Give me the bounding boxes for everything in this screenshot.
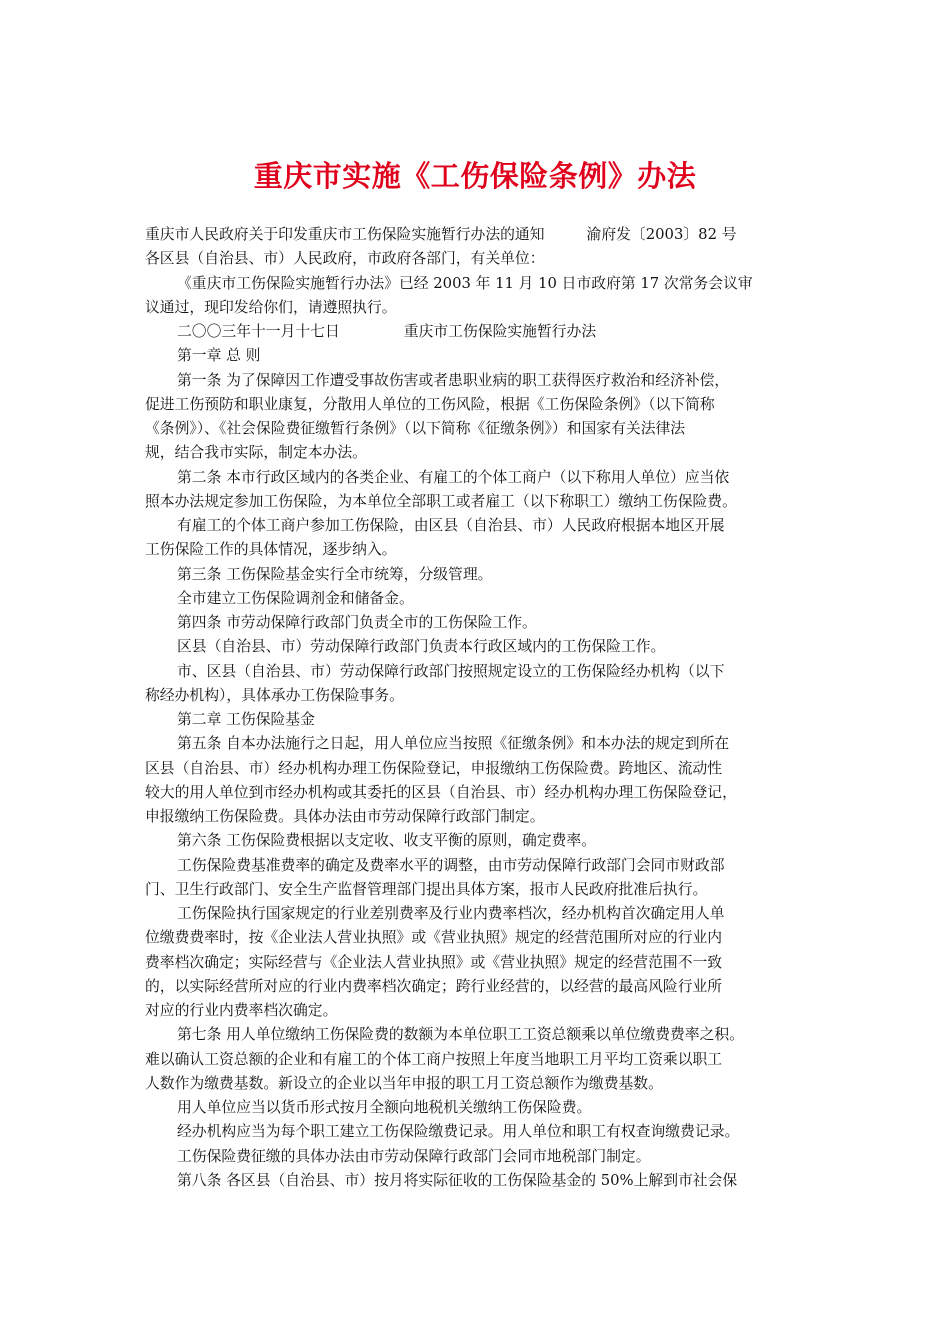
text-line bbox=[145, 320, 815, 344]
text-line-content: 第六条 工伤保险费根据以支定收、收支平衡的原则，确定费率。 bbox=[177, 832, 597, 850]
text-line-content: 区县（自治县、市）经办机构办理工伤保险登记，申报缴纳工伤保险费。跨地区、流动性 bbox=[145, 759, 723, 777]
text-line-content: 第七条 用人单位缴纳工伤保险费的数额为本单位职工工资总额乘以单位缴费费率之积。 bbox=[177, 1026, 744, 1044]
text-line-content: 市、区县（自治县、市）劳动保障行政部门按照规定设立的工伤保险经办机构（以下 bbox=[177, 662, 725, 680]
text-line bbox=[145, 1096, 815, 1120]
text-line-content: 第三条 工伤保险基金实行全市统筹，分级管理。 bbox=[177, 565, 493, 583]
text-line bbox=[145, 781, 815, 805]
text-line bbox=[145, 854, 815, 878]
text-line-content: 第一条 为了保障因工作遭受事故伤害或者患职业病的职工获得医疗救治和经济补偿， bbox=[177, 371, 730, 389]
text-line-content: 用人单位应当以货币形式按月全额向地税机关缴纳工伤保险费。 bbox=[177, 1099, 592, 1116]
text-line bbox=[145, 660, 815, 684]
document-body bbox=[145, 223, 815, 1193]
text-line-content: 第一章 总 则 bbox=[177, 347, 261, 365]
text-line-content: 经办机构应当为每个职工建立工伤保险缴费记录。用人单位和职工有权查询缴费记录。 bbox=[177, 1123, 740, 1141]
text-line bbox=[145, 975, 815, 999]
text-line-secondary: 重庆市工伤保险实施暂行办法 bbox=[403, 323, 597, 340]
text-line bbox=[145, 684, 815, 708]
text-line-content: 促进工伤预防和职业康复，分散用人单位的工伤风险，根据《工伤保险条例》（以下简称 bbox=[145, 395, 715, 413]
text-line-content: 门、卫生行政部门、安全生产监督管理部门提出具体方案，报市人民政府批准后执行。 bbox=[145, 880, 708, 898]
text-line-content: 较大的用人单位到市经办机构或其委托的区县（自治县、市）经办机构办理工伤保险登记， bbox=[145, 783, 737, 801]
text-line-content: 各区县（自治县、市）人民政府，市政府各部门，有关单位： bbox=[145, 250, 545, 268]
text-line bbox=[145, 1072, 815, 1096]
text-line-content: 有雇工的个体工商户参加工伤保险，由区县（自治县、市）人民政府根据本地区开展 bbox=[177, 517, 725, 534]
text-line bbox=[145, 732, 815, 756]
text-line-content: 第五条 自本办法施行之日起，用人单位应当按照《征缴条例》和本办法的规定到所在 bbox=[177, 735, 730, 753]
text-line-secondary: 渝府发〔2003〕82 号 bbox=[586, 226, 737, 243]
text-line-content: 的，以实际经营所对应的行业内费率档次确定；跨行业经营的，以经营的最高风险行业所 bbox=[145, 977, 723, 995]
text-line bbox=[145, 247, 815, 271]
text-line bbox=[145, 441, 815, 465]
text-line-content: 规，结合我市实际，制定本办法。 bbox=[145, 444, 367, 462]
text-line bbox=[145, 466, 815, 490]
text-line bbox=[145, 635, 815, 659]
text-line-content: 申报缴纳工伤保险费。具体办法由市劳动保障行政部门制定。 bbox=[145, 808, 545, 825]
text-line bbox=[145, 1169, 815, 1193]
text-line-content: 人数作为缴费基数。新设立的企业以当年申报的职工月工资总额作为缴费基数。 bbox=[145, 1074, 663, 1092]
text-line-content: 称经办机构），具体承办工伤保险事务。 bbox=[145, 686, 404, 704]
text-line bbox=[145, 1120, 815, 1144]
text-line bbox=[145, 1145, 815, 1169]
text-line bbox=[145, 805, 815, 829]
text-line-content: 二〇〇三年十一月十七日 bbox=[177, 323, 340, 340]
text-line bbox=[145, 490, 815, 514]
text-line-content: 第二条 本市行政区域内的各类企业、有雇工的个体工商户（以下称用人单位）应当依 bbox=[177, 468, 730, 486]
text-line-content: 照本办法规定参加工伤保险，为本单位全部职工或者雇工（以下称职工）缴纳工伤保险费。 bbox=[145, 492, 737, 510]
text-line bbox=[145, 951, 815, 975]
text-line bbox=[145, 223, 815, 247]
text-line bbox=[145, 272, 815, 296]
text-line bbox=[145, 296, 815, 320]
text-line-content: 位缴费费率时，按《企业法人营业执照》或《营业执照》规定的经营范围所对应的行业内 bbox=[145, 929, 723, 947]
document-title: 重庆市实施《工伤保险条例》办法 bbox=[253, 159, 697, 193]
text-line-content: 《条例》）、《社会保险费征缴暂行条例》（以下简称《征缴条例》）和国家有关法律法 bbox=[145, 420, 686, 437]
text-line bbox=[145, 538, 815, 562]
text-line bbox=[145, 369, 815, 393]
text-line bbox=[145, 393, 815, 417]
text-line-content: 第八条 各区县（自治县、市）按月将实际征收的工伤保险基金的 50%上解到市社会保 bbox=[177, 1171, 738, 1189]
text-line-content: 对应的行业内费率档次确定。 bbox=[145, 1002, 338, 1019]
text-line bbox=[145, 1048, 815, 1072]
text-line bbox=[145, 708, 815, 732]
text-line-content: 区县（自治县、市）劳动保障行政部门负责本行政区域内的工伤保险工作。 bbox=[177, 638, 666, 656]
text-line-content: 难以确认工资总额的企业和有雇工的个体工商户按照上年度当地职工月平均工资乘以职工 bbox=[145, 1050, 723, 1068]
text-line bbox=[145, 1023, 815, 1047]
text-line bbox=[145, 878, 815, 902]
text-line-content: 第二章 工伤保险基金 bbox=[177, 711, 315, 728]
text-line bbox=[145, 999, 815, 1023]
text-line bbox=[145, 926, 815, 950]
text-line bbox=[145, 829, 815, 853]
text-line bbox=[145, 757, 815, 781]
text-line-content: 第四条 市劳动保障行政部门负责全市的工伤保险工作。 bbox=[177, 614, 537, 631]
text-line-content: 工伤保险执行国家规定的行业差别费率及行业内费率档次，经办机构首次确定用人单 bbox=[177, 905, 725, 922]
text-line bbox=[145, 587, 815, 611]
text-line bbox=[145, 417, 815, 441]
text-line bbox=[145, 344, 815, 368]
text-line bbox=[145, 611, 815, 635]
text-line-content: 工伤保险费征缴的具体办法由市劳动保障行政部门会同市地税部门制定。 bbox=[177, 1147, 651, 1165]
text-line-content: 重庆市人民政府关于印发重庆市工伤保险实施暂行办法的通知 bbox=[145, 226, 545, 243]
text-line-content: 工伤保险工作的具体情况，逐步纳入。 bbox=[145, 541, 397, 559]
text-line bbox=[145, 563, 815, 587]
text-line-content: 全市建立工伤保险调剂金和储备金。 bbox=[177, 589, 414, 607]
text-line-content: 费率档次确定；实际经营与《企业法人营业执照》或《营业执照》规定的经营范围不一致 bbox=[145, 953, 723, 971]
text-line bbox=[145, 902, 815, 926]
text-line-content: 工伤保险费基准费率的确定及费率水平的调整，由市劳动保障行政部门会同市财政部 bbox=[177, 856, 725, 874]
text-line bbox=[145, 514, 815, 538]
text-line-content: 议通过，现印发给你们，请遵照执行。 bbox=[145, 298, 397, 316]
text-line-content: 《重庆市工伤保险实施暂行办法》已经 2003 年 11 月 10 日市政府第 17 次常务会议审 bbox=[177, 274, 753, 292]
